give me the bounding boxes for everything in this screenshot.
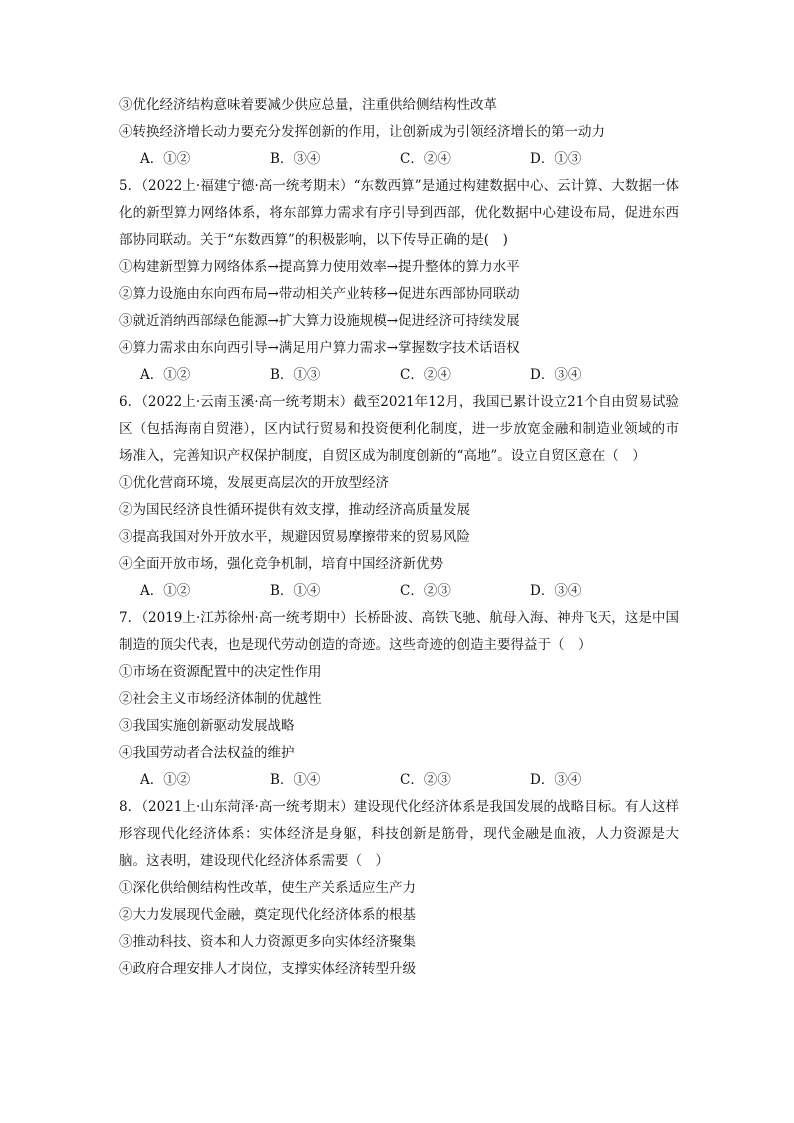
- question-5: [119, 173, 679, 389]
- statement-2: ②为国民经济良性循环提供有效支撑，推动经济高质量发展: [119, 502, 470, 518]
- question-stem: 7．（2019上·江苏徐州·高一统考期中）长桥卧波、高铁飞驰、航母入海、神舟飞天，这是中国制造的顶尖代表，也是现代劳动创造的奇迹。这些奇迹的创造主要得益于（ ）: [119, 610, 679, 653]
- statement-1: ①优化营商环境，发展更高层次的开放型经济: [119, 475, 389, 491]
- statement-3: ③就近消纳西部绿色能源→扩大算力设施规模→促进经济可持续发展: [119, 313, 520, 329]
- statement-1: ①构建新型算力网络体系→提高算力使用效率→提升整体的算力水平: [119, 259, 520, 275]
- statement-2: ②大力发展现代金融，奠定现代化经济体系的根基: [119, 907, 416, 923]
- statement-1: ①深化供给侧结构性改革，使生产关系适应生产力: [119, 880, 416, 896]
- option-a[interactable]: A．①②: [140, 772, 191, 788]
- statement-3: ③我国实施创新驱动发展战略: [119, 718, 295, 734]
- option-c[interactable]: C．②③: [400, 583, 451, 599]
- option-b[interactable]: B．①④: [270, 583, 321, 599]
- statement-3: ③提高我国对外开放水平，规避因贸易摩擦带来的贸易风险: [119, 529, 470, 545]
- option-d[interactable]: D．①③: [530, 151, 582, 167]
- question-stem: 5．（2022上·福建宁德·高一统考期末）“东数西算”是通过构建数据中心、云计算、大数据一体化的新型算力网络体系，将东部算力需求有序引导到西部，优化数据中心建设布局，促进东西部协同联动。关于“东数西算”的积极影响，以下传导正确的是( ): [119, 178, 679, 248]
- statement-4: ④全面开放市场，强化竞争机制，培育中国经济新优势: [119, 556, 443, 572]
- answer-options: [119, 767, 679, 794]
- answer-options: [119, 578, 679, 605]
- statement-4: ④算力需求由东向西引导→满足用户算力需求→掌握数字技术话语权: [119, 340, 520, 356]
- option-d[interactable]: D．③④: [530, 772, 582, 788]
- statement-4: ④我国劳动者合法权益的维护: [119, 745, 295, 761]
- option-c[interactable]: C．②③: [400, 772, 451, 788]
- option-d[interactable]: D．③④: [530, 583, 582, 599]
- option-c[interactable]: C．②④: [400, 367, 451, 383]
- question-8: [119, 794, 679, 983]
- statement-3: ③推动科技、资本和人力资源更多向实体经济聚集: [119, 934, 416, 950]
- option-b[interactable]: B．①④: [270, 772, 321, 788]
- statement-1: ①市场在资源配置中的决定性作用: [119, 664, 322, 680]
- option-a[interactable]: A．①②: [140, 583, 191, 599]
- answer-options: [119, 362, 679, 389]
- question-4: [119, 92, 679, 173]
- question-stem: 8．（2021上·山东菏泽·高一统考期末）建设现代化经济体系是我国发展的战略目标。有人这样形容现代化经济体系：实体经济是身躯，科技创新是筋骨，现代金融是血液，人力资源是大脑。这表明，建设现代化经济体系需要（ ）: [119, 799, 679, 869]
- statement-2: ②社会主义市场经济体制的优越性: [119, 691, 322, 707]
- option-a[interactable]: A．①②: [140, 151, 191, 167]
- question-list: [119, 92, 679, 983]
- option-b[interactable]: B．①③: [270, 367, 321, 383]
- question-6: [119, 389, 679, 605]
- option-c[interactable]: C．②④: [400, 151, 451, 167]
- option-a[interactable]: A．①②: [140, 367, 191, 383]
- statement-4: ④政府合理安排人才岗位，支撑实体经济转型升级: [119, 961, 416, 977]
- statement-4: ④转换经济增长动力要充分发挥创新的作用，让创新成为引领经济增长的第一动力: [119, 124, 605, 140]
- option-b[interactable]: B．③④: [270, 151, 321, 167]
- answer-options: [119, 146, 679, 173]
- statement-2: ②算力设施由东向西布局→带动相关产业转移→促进东西部协同联动: [119, 286, 520, 302]
- option-d[interactable]: D．③④: [530, 367, 582, 383]
- question-7: [119, 605, 679, 794]
- statement-3: ③优化经济结构意味着要减少供应总量，注重供给侧结构性改革: [119, 97, 497, 113]
- question-stem: 6．（2022上·云南玉溪·高一统考期末）截至2021年12月，我国已累计设立21个自由贸易试验区（包括海南自贸港），区内试行贸易和投资便利化制度，进一步放宽金融和制造业领域的市场准入，完善知识产权保护制度，自贸区成为制度创新的“高地”。设立自贸区意在（ ）: [119, 394, 679, 464]
